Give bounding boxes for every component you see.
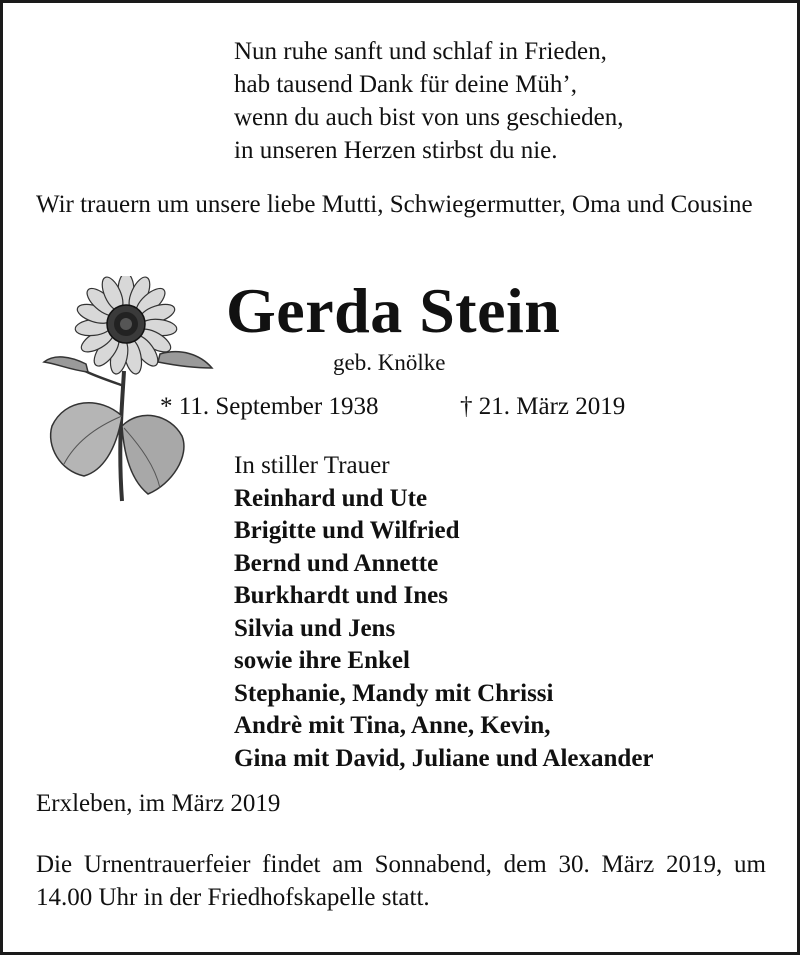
birth-date: * 11. September 1938: [160, 393, 379, 420]
mourner-entry: Gina mit David, Juliane und Alexander: [234, 744, 654, 772]
poem-line: Nun ruhe sanft und schlaf in Frieden,: [234, 38, 607, 65]
intro-text: Wir trauern um unsere liebe Mutti, Schwiegermutter, Oma und Cousine: [36, 191, 753, 218]
death-date: † 21. März 2019: [460, 393, 626, 420]
poem-line: hab tausend Dank für deine Müh’,: [234, 71, 577, 98]
mourners-heading: In stiller Trauer: [234, 452, 390, 479]
ceremony-notice: Die Urnentrauerfeier findet am Sonnabend, dem 30. März 2019, um 14.00 Uhr in der Friedhofskapelle statt.: [36, 851, 766, 911]
mourner-entry: Brigitte und Wilfried: [234, 517, 460, 544]
mourners-list: [234, 450, 654, 775]
mourner-entry: Andrè mit Tina, Anne, Kevin,: [234, 712, 551, 739]
poem-line: wenn du auch bist von uns geschieden,: [234, 104, 624, 131]
deceased-name: Gerda Stein: [226, 275, 561, 346]
mourner-entry: Bernd und Annette: [234, 549, 439, 577]
maiden-name: geb. Knölke: [333, 350, 446, 375]
mourner-entry: sowie ihre Enkel: [234, 647, 410, 674]
mourner-entry: Burkhardt und Ines: [234, 582, 448, 609]
memorial-poem: [234, 35, 624, 167]
mourner-entry: Stephanie, Mandy mit Chrissi: [234, 679, 554, 707]
place-and-date: Erxleben, im März 2019: [36, 790, 281, 817]
mourner-entry: Reinhard und Ute: [234, 484, 428, 512]
mourner-entry: Silvia und Jens: [234, 614, 396, 642]
poem-line: in unseren Herzen stirbst du nie.: [234, 137, 558, 164]
